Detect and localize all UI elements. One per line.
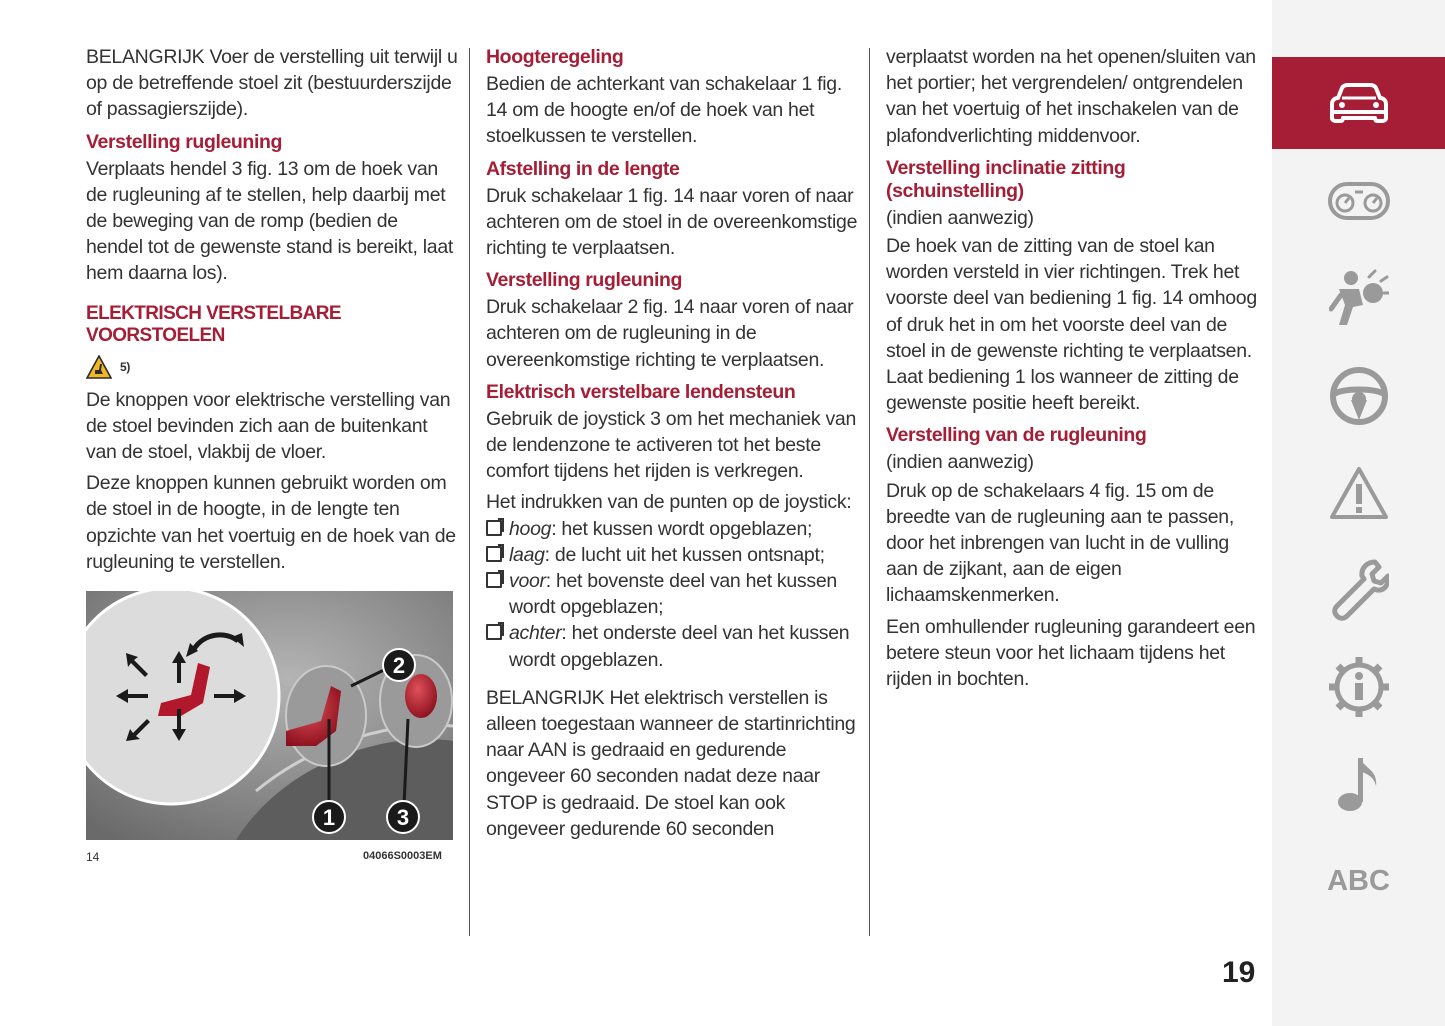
sidebar-item-warnings[interactable] — [1272, 447, 1445, 539]
callout-2 — [383, 649, 415, 681]
column-3 — [886, 44, 1258, 697]
column-1 — [86, 44, 458, 580]
gear-info-icon — [1327, 655, 1391, 719]
warning-seat-icon — [86, 355, 112, 379]
heading-hoogteregeling: Hoogteregeling — [486, 46, 624, 68]
sidebar-item-safety[interactable] — [1272, 252, 1445, 344]
sidebar-item-car[interactable] — [1272, 57, 1445, 149]
steering-wheel-icon — [1329, 366, 1389, 426]
heading-elektrisch-verstelbare-voorstoelen: ELEKTRISCH VERSTELBARE VOORSTOELEN — [86, 302, 341, 346]
sidebar-item-index[interactable] — [1272, 835, 1445, 927]
callout-2-label: 2 — [392, 653, 406, 678]
bullet-text: : de lucht uit het kussen ontsnapt; — [544, 543, 825, 566]
paragraph: Druk op de schakelaars 4 fig. 15 om de breedte van de rugleuning aan te passen, door het inbrengen van lucht in de vulling aan de zijkant, aan de eigen lichaamskenmerken. — [886, 479, 1234, 607]
paragraph: (indien aanwezig) — [886, 206, 1034, 229]
page-number: 19 — [1222, 956, 1256, 989]
car-icon — [1328, 82, 1390, 124]
sidebar-item-maintenance[interactable] — [1272, 544, 1445, 636]
heading-lendensteun: Elektrisch verstelbare lendensteun — [486, 380, 796, 403]
heading-afstelling-in-de-lengte: Afstelling in de lengte — [486, 157, 680, 180]
list-item — [486, 542, 858, 568]
callout-1-label: 1 — [322, 805, 336, 830]
column-divider — [469, 48, 470, 936]
checkbox-bullet-icon — [486, 546, 502, 562]
wrench-icon — [1329, 558, 1389, 622]
callout-1 — [313, 801, 345, 833]
sidebar-item-specifications[interactable] — [1272, 641, 1445, 733]
figure-number: 14 — [86, 850, 100, 864]
heading-verstelling-rugleuning: Verstelling rugleuning — [486, 269, 682, 292]
figure-code: 04066S0003EM — [363, 850, 442, 862]
bullet-term: hoog — [509, 517, 552, 540]
bullet-text: : het bovenste deel van het kussen wordt opgeblazen; — [509, 570, 837, 619]
checkbox-bullet-icon — [486, 572, 502, 588]
paragraph: De hoek van de zitting van de stoel kan worden versteld in vier richtingen. Trek het voorste deel van bediening 1 fig. 14 omhoog of druk het in om het voorste deel van de stoel in de gewenste richting te verplaatsen. Laat bediening 1 los wanneer de zitting de gewenste positie heeft bereikt. — [886, 235, 1257, 415]
paragraph: De knoppen voor elektrische verstelling van de stoel bevinden zich aan de buitenkant van de stoel, vlakbij de vloer. — [86, 388, 451, 464]
list-item — [486, 516, 858, 542]
column-2 — [486, 44, 858, 847]
paragraph: Deze knoppen kunnen gebruikt worden om de stoel in de hoogte, in de lengte ten opzichte van het voertuig en de hoek van de rugleuning te verstellen. — [86, 472, 456, 573]
bullet-text: : het onderste deel van het kussen wordt opgeblazen. — [509, 622, 850, 671]
paragraph: BELANGRIJK Het elektrisch verstellen is alleen toegestaan wanneer de startinrichting naar AAN is gedraaid en gedurende ongeveer 60 seconden nadat deze naar STOP is gedraaid. De stoel kan ook ongeveer gedurende 60 seconden — [486, 686, 856, 840]
paragraph: Bedien de achterkant van schakelaar 1 fig. 14 om de hoogte en/of de hoek van het stoelkussen te verstellen. — [486, 73, 842, 148]
paragraph: BELANGRIJK Voer de verstelling uit terwijl u op de betreffende stoel zit (bestuurderszijde of passagierszijde). — [86, 46, 458, 121]
paragraph: Een omhullender rugleuning garandeert een betere steun voor het lichaam tijdens het rijden in bochten. — [886, 615, 1256, 691]
callout-3-label: 3 — [396, 805, 410, 830]
bullet-term: voor — [509, 570, 546, 593]
heading-verstelling-inclinatie-zitting: Verstelling inclinatie zitting (schuinstelling) — [886, 156, 1126, 202]
paragraph: Druk schakelaar 2 fig. 14 naar voren of naar achteren om de rugleuning in de overeenkomstige richting te verplaatsen. — [486, 296, 854, 371]
paragraph: Gebruik de joystick 3 om het mechaniek van de lendenzone te activeren tot het beste comfort tijdens het rijden is verkregen. — [486, 407, 857, 483]
airbag-person-icon — [1329, 269, 1389, 327]
paragraph: Het indrukken van de punten op de joystick: — [486, 491, 852, 514]
paragraph: (indien aanwezig) — [886, 451, 1034, 474]
callout-3 — [387, 801, 419, 833]
checkbox-bullet-icon — [486, 520, 502, 536]
music-note-icon — [1334, 754, 1384, 814]
paragraph: verplaatst worden na het openen/sluiten van het portier; het vergrendelen/ ontgrendelen van het voertuig of het inschakelen van de plafondverlichting middenvoor. — [886, 46, 1256, 147]
paragraph: Druk schakelaar 1 fig. 14 naar voren of naar achteren om de stoel in de overeenkomstige richting te verplaatsen. — [486, 184, 858, 260]
seat-controls-illustration — [86, 591, 453, 840]
paragraph: Verplaats hendel 3 fig. 13 om de hoek van de rugleuning af te stellen, help daarbij met de beweging van de romp (bedien de hendel tot de gewenste stand is bereikt, laat hem daarna los). — [86, 157, 453, 285]
list-item — [486, 568, 858, 620]
seat-controls-figure — [86, 591, 453, 840]
checkbox-bullet-icon — [486, 624, 502, 640]
heading-verstelling-van-de-rugleuning: Verstelling van de rugleuning — [886, 424, 1147, 447]
heading-verstelling-rugleuning: Verstelling rugleuning — [86, 130, 282, 153]
warning-reference — [86, 353, 458, 381]
bullet-text: : het kussen wordt opgeblazen; — [551, 517, 813, 540]
bullet-term: achter — [509, 622, 562, 645]
sidebar-item-dashboard[interactable] — [1272, 155, 1445, 247]
dashboard-icon — [1327, 181, 1391, 221]
sidebar-item-driving[interactable] — [1272, 350, 1445, 442]
warning-ref-number: 5) — [120, 359, 131, 374]
list-item — [486, 620, 858, 672]
abc-index-label: ABC — [1327, 864, 1390, 897]
column-divider — [869, 48, 870, 936]
bullet-term: laag — [509, 543, 545, 566]
warning-triangle-icon — [1329, 466, 1389, 520]
sidebar-item-multimedia[interactable] — [1272, 738, 1445, 830]
